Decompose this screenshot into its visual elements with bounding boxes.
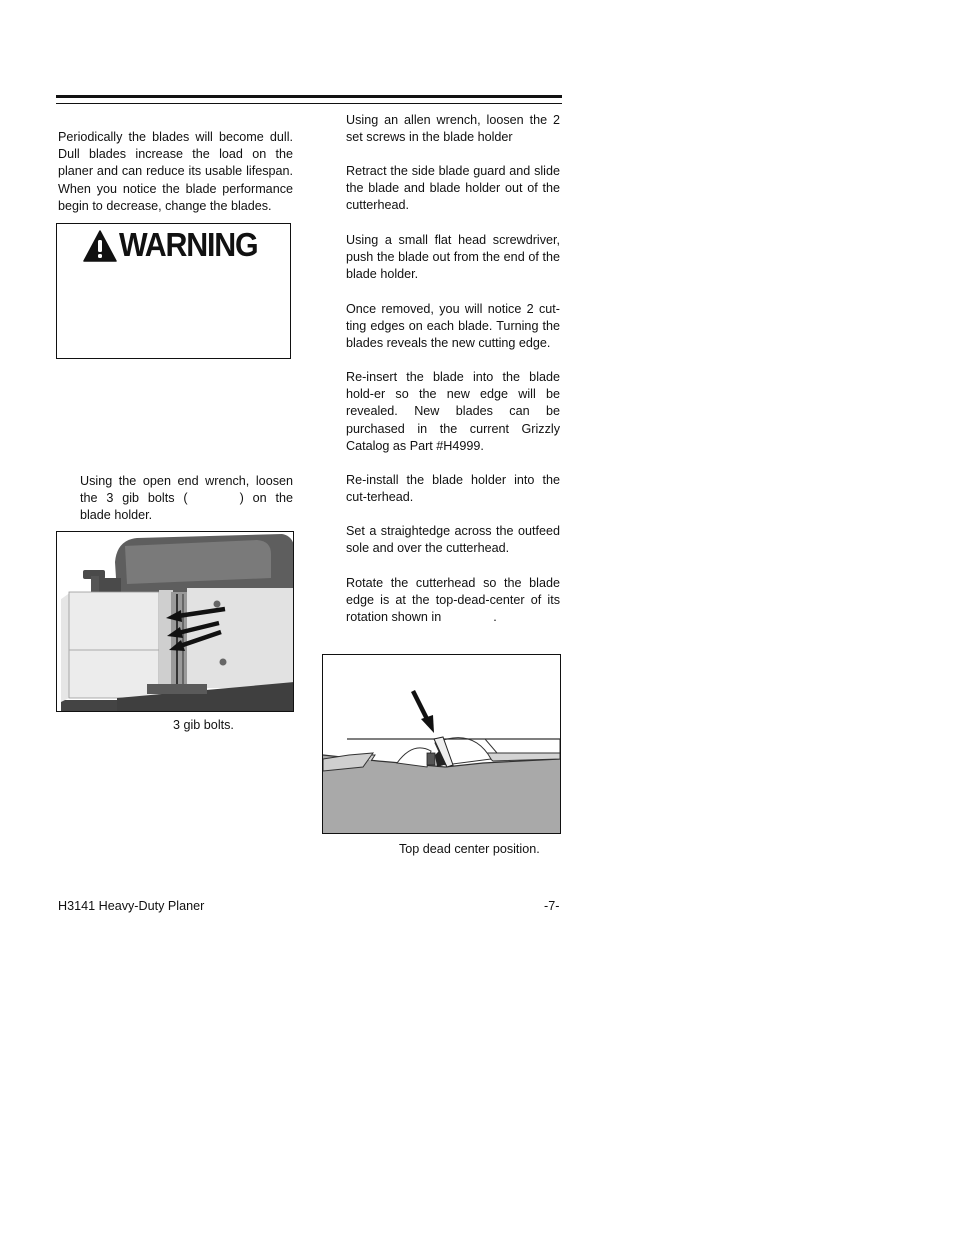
warning-triangle-icon [83, 230, 117, 262]
cutterhead-diagram [323, 655, 560, 833]
step-reinsert-blade: Re-insert the blade into the blade hold-er so the new edge will be revealed. New blades can be purchased in the current Grizzly Catalog as Part #H4999. [346, 370, 560, 453]
figure-gib-bolts-photo [56, 531, 294, 712]
step-gib-bolts-before: Using the open end wrench, loosen the 3 gib bolts ( [80, 474, 293, 506]
step-turn-blade: Once removed, you will notice 2 cut-ting edges on each blade. Turning the blades reveals the new cutting edge. [346, 302, 560, 351]
step-rotate-cutterhead [346, 575, 560, 627]
planer-photo-illustration [57, 532, 293, 711]
header-rule-thick [56, 95, 562, 98]
warning-title: WARNING [119, 226, 258, 263]
step-rotate-before: Rotate the cutterhead so the blade edge is at the top-dead-center of its rotation shown in [346, 576, 560, 625]
header-rule-thin [56, 103, 562, 104]
warning-header [83, 228, 269, 262]
step-push-out-blade: Using a small flat head screwdriver, push the blade out from the end of the blade holder. [346, 233, 560, 282]
step-slide-out-blade-holder: Retract the side blade guard and slide the blade and blade holder out of the cutterhead. [346, 164, 560, 213]
step-set-straightedge: Set a straightedge across the outfeed sole and over the cutterhead. [346, 524, 560, 556]
step-loosen-gib-bolts [80, 473, 293, 525]
intro-paragraph: Periodically the blades will become dull. Dull blades increase the load on the planer and can reduce its usable lifespan. When you notice the blade performance begin to decrease, change the blades. [58, 130, 293, 213]
footer-model-name: H3141 Heavy-Duty Planer [58, 899, 205, 913]
figure-top-dead-center-diagram [322, 654, 561, 834]
step-rotate-after: . [493, 610, 497, 625]
step-reinstall-holder: Re-install the blade holder into the cut-terhead. [346, 473, 560, 505]
figure-gib-bolts-caption: 3 gib bolts. [173, 718, 234, 732]
step-gib-bolts-after: ) on the blade holder. [80, 491, 293, 523]
warning-box [56, 223, 291, 359]
footer-page-number: -7- [544, 899, 560, 913]
figure-top-dead-center-caption: Top dead center position. [399, 842, 540, 856]
step-loosen-set-screws: Using an allen wrench, loosen the 2 set screws in the blade holder [346, 113, 560, 145]
